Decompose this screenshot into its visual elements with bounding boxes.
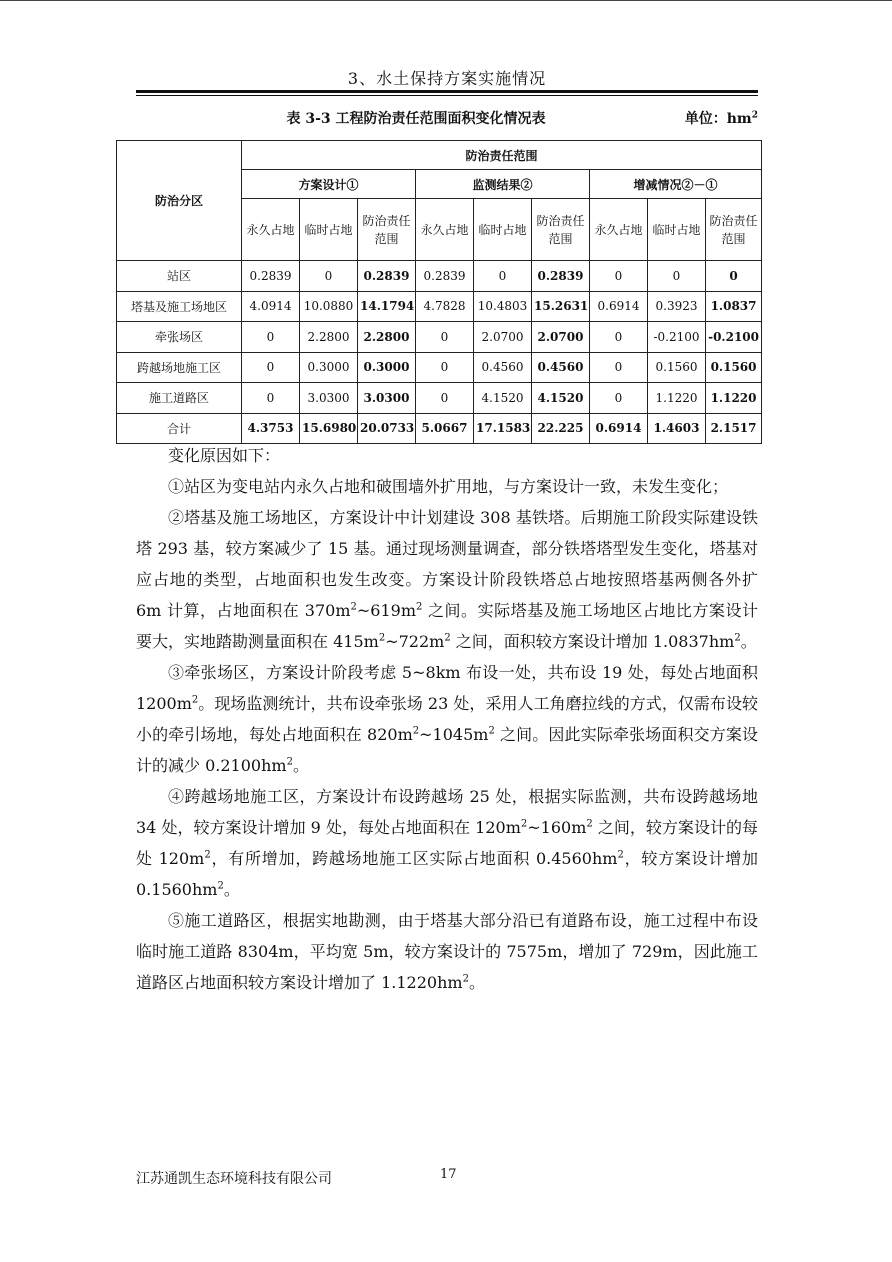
table-caption-row <box>136 108 758 130</box>
table-cell: 4.3753 <box>242 413 300 444</box>
table-cell: 20.0733 <box>358 413 416 444</box>
table-cell: 0 <box>242 322 300 353</box>
table-cell: 0 <box>590 322 648 353</box>
table-cell: 15.2631 <box>532 291 590 322</box>
subheader-total: 防治责任范围 <box>532 199 590 261</box>
table-cell: 0.2839 <box>358 261 416 292</box>
paragraph-station: ①站区为变电站内永久占地和破围墙外扩用地，与方案设计一致，未发生变化； <box>168 477 729 496</box>
table-cell: 0.3000 <box>358 352 416 383</box>
table-cell: 17.1583 <box>474 413 532 444</box>
table-cell: 0.6914 <box>590 413 648 444</box>
table-cell: 4.7828 <box>416 291 474 322</box>
table-cell: 0.2839 <box>242 261 300 292</box>
row-label: 塔基及施工场地区 <box>117 291 242 322</box>
footer-company: 江苏通凯生态环境科技有限公司 <box>136 1171 332 1187</box>
table-cell: 0.4560 <box>532 352 590 383</box>
subheader-total: 防治责任范围 <box>706 199 762 261</box>
paragraph-crossing-site: ④跨越场地施工区，方案设计布设跨越场 25 处，根据实际监测，共布设跨越场地 34 处，较方案设计增加 9 处，每处占地面积在 $120m^2\sim 160m^2$ 之间，较方案设计的每处 $120m^2$，有所增加，跨越场地施工区实际占地面积 $0.4560hm^2$，较方案设计增加 $0.1560hm^2$。 <box>136 787 758 899</box>
header-rule-thick <box>136 90 758 93</box>
table-cell: 0.1560 <box>648 352 706 383</box>
table-row <box>117 352 762 383</box>
table-cell: 0 <box>590 352 648 383</box>
paragraph-tension-site: ③牵张场区，方案设计阶段考虑 5~8km 布设一处，共布设 19 处，每处占地面积 $1200m^2$。现场监测统计，共布设牵张场 23 处，采用人工角磨拉线的方式，仅需布设较小的牵引场地，每处占地面积在 $820m^2\sim 1045m^2$ 之间。因此实际牵张场面积交方案设计的减少 $0.2100hm^2$。 <box>136 663 758 775</box>
subheader-temporary: 临时占地 <box>300 199 358 261</box>
page-top-border <box>0 0 892 1</box>
header-scope: 防治责任范围 <box>242 141 762 170</box>
table-cell: 1.4603 <box>648 413 706 444</box>
table-cell: 0 <box>416 352 474 383</box>
row-label: 牵张场区 <box>117 322 242 353</box>
table-cell: 2.2800 <box>300 322 358 353</box>
row-label: 施工道路区 <box>117 383 242 414</box>
table-cell: 22.225 <box>532 413 590 444</box>
intro-paragraph: 变化原因如下： <box>168 446 281 465</box>
table-row <box>117 413 762 444</box>
row-label: 合计 <box>117 413 242 444</box>
header-zone: 防治分区 <box>117 141 242 261</box>
table-cell: 4.1520 <box>474 383 532 414</box>
table-cell: 10.4803 <box>474 291 532 322</box>
table-cell: 0.2839 <box>416 261 474 292</box>
table-cell: 0.1560 <box>706 352 762 383</box>
header-group-design: 方案设计① <box>242 170 416 199</box>
table-row <box>117 291 762 322</box>
table-cell: 0 <box>474 261 532 292</box>
table-cell: 0 <box>242 352 300 383</box>
paragraph-construction-road: ⑤施工道路区，根据实地勘测，由于塔基大部分沿已有道路布设，施工过程中布设临时施工道路 8304m，平均宽 5m，较方案设计的 7575m，增加了 729m，因此施工道路区占地面积较方案设计增加了 $1.1220hm^2$。 <box>136 911 758 992</box>
table-cell: 0 <box>416 383 474 414</box>
table-cell: 5.0667 <box>416 413 474 444</box>
table-cell: 0 <box>416 322 474 353</box>
table-cell: 0 <box>648 261 706 292</box>
table-unit <box>685 108 758 128</box>
table-cell: 0.3923 <box>648 291 706 322</box>
table-body <box>117 261 762 444</box>
body-text <box>136 440 758 998</box>
table-cell: 1.1220 <box>706 383 762 414</box>
table-row <box>117 383 762 414</box>
subheader-permanent: 永久占地 <box>590 199 648 261</box>
subheader-temporary: 临时占地 <box>648 199 706 261</box>
table-cell: 2.1517 <box>706 413 762 444</box>
table-cell: 0 <box>706 261 762 292</box>
header-group-change: 增减情况②－① <box>590 170 762 199</box>
table-cell: 2.0700 <box>532 322 590 353</box>
table-cell: 0.6914 <box>590 291 648 322</box>
table-cell: 0.3000 <box>300 352 358 383</box>
table-cell: 0.4560 <box>474 352 532 383</box>
table-cell: 0 <box>590 383 648 414</box>
subheader-total: 防治责任范围 <box>358 199 416 261</box>
table-cell: 2.2800 <box>358 322 416 353</box>
table-cell: -0.2100 <box>706 322 762 353</box>
table-cell: 0.2839 <box>532 261 590 292</box>
table-cell: 10.0880 <box>300 291 358 322</box>
table-cell: 14.1794 <box>358 291 416 322</box>
table-cell: 4.0914 <box>242 291 300 322</box>
table-cell: 2.0700 <box>474 322 532 353</box>
table-cell: 0 <box>300 261 358 292</box>
table-cell: 15.6980 <box>300 413 358 444</box>
page-number: 17 <box>440 1167 457 1182</box>
area-change-table <box>116 140 762 444</box>
running-header-title: 3、水土保持方案实施情况 <box>347 69 547 88</box>
subheader-permanent: 永久占地 <box>416 199 474 261</box>
header-group-monitoring: 监测结果② <box>416 170 590 199</box>
header-rule-thin <box>136 95 758 96</box>
subheader-temporary: 临时占地 <box>474 199 532 261</box>
table-cell: 1.0837 <box>706 291 762 322</box>
table-unit-text: 单位：hm <box>684 111 752 127</box>
table-cell: 1.1220 <box>648 383 706 414</box>
table-caption: 表 3-3 工程防治责任范围面积变化情况表 <box>286 111 546 127</box>
row-label: 跨越场地施工区 <box>117 352 242 383</box>
paragraph-tower-base: ②塔基及施工场地区，方案设计中计划建设 308 基铁塔。后期施工阶段实际建设铁塔 293 基，较方案减少了 15 基。通过现场测量调查，部分铁塔塔型发生变化，塔基对应占地的类型，占地面积也发生改变。方案设计阶段铁塔总占地按照塔基两侧各外扩 6m 计算，占地面积在 $370m^2\sim 619m^2$ 之间。实际塔基及施工场地区占地比方案设计要大，实地踏勘测量面积在 $415m^2\sim 722m^2$ 之间，面积较方案设计增加 $1.0837hm^2$。 <box>136 508 758 651</box>
table-cell: 3.0300 <box>358 383 416 414</box>
table-row <box>117 322 762 353</box>
table-cell: -0.2100 <box>648 322 706 353</box>
table-cell: 0 <box>590 261 648 292</box>
subheader-permanent: 永久占地 <box>242 199 300 261</box>
table-cell: 3.0300 <box>300 383 358 414</box>
table-unit-exponent: 2 <box>751 110 758 121</box>
table-cell: 0 <box>242 383 300 414</box>
row-label: 站区 <box>117 261 242 292</box>
table-cell: 4.1520 <box>532 383 590 414</box>
table-row <box>117 261 762 292</box>
